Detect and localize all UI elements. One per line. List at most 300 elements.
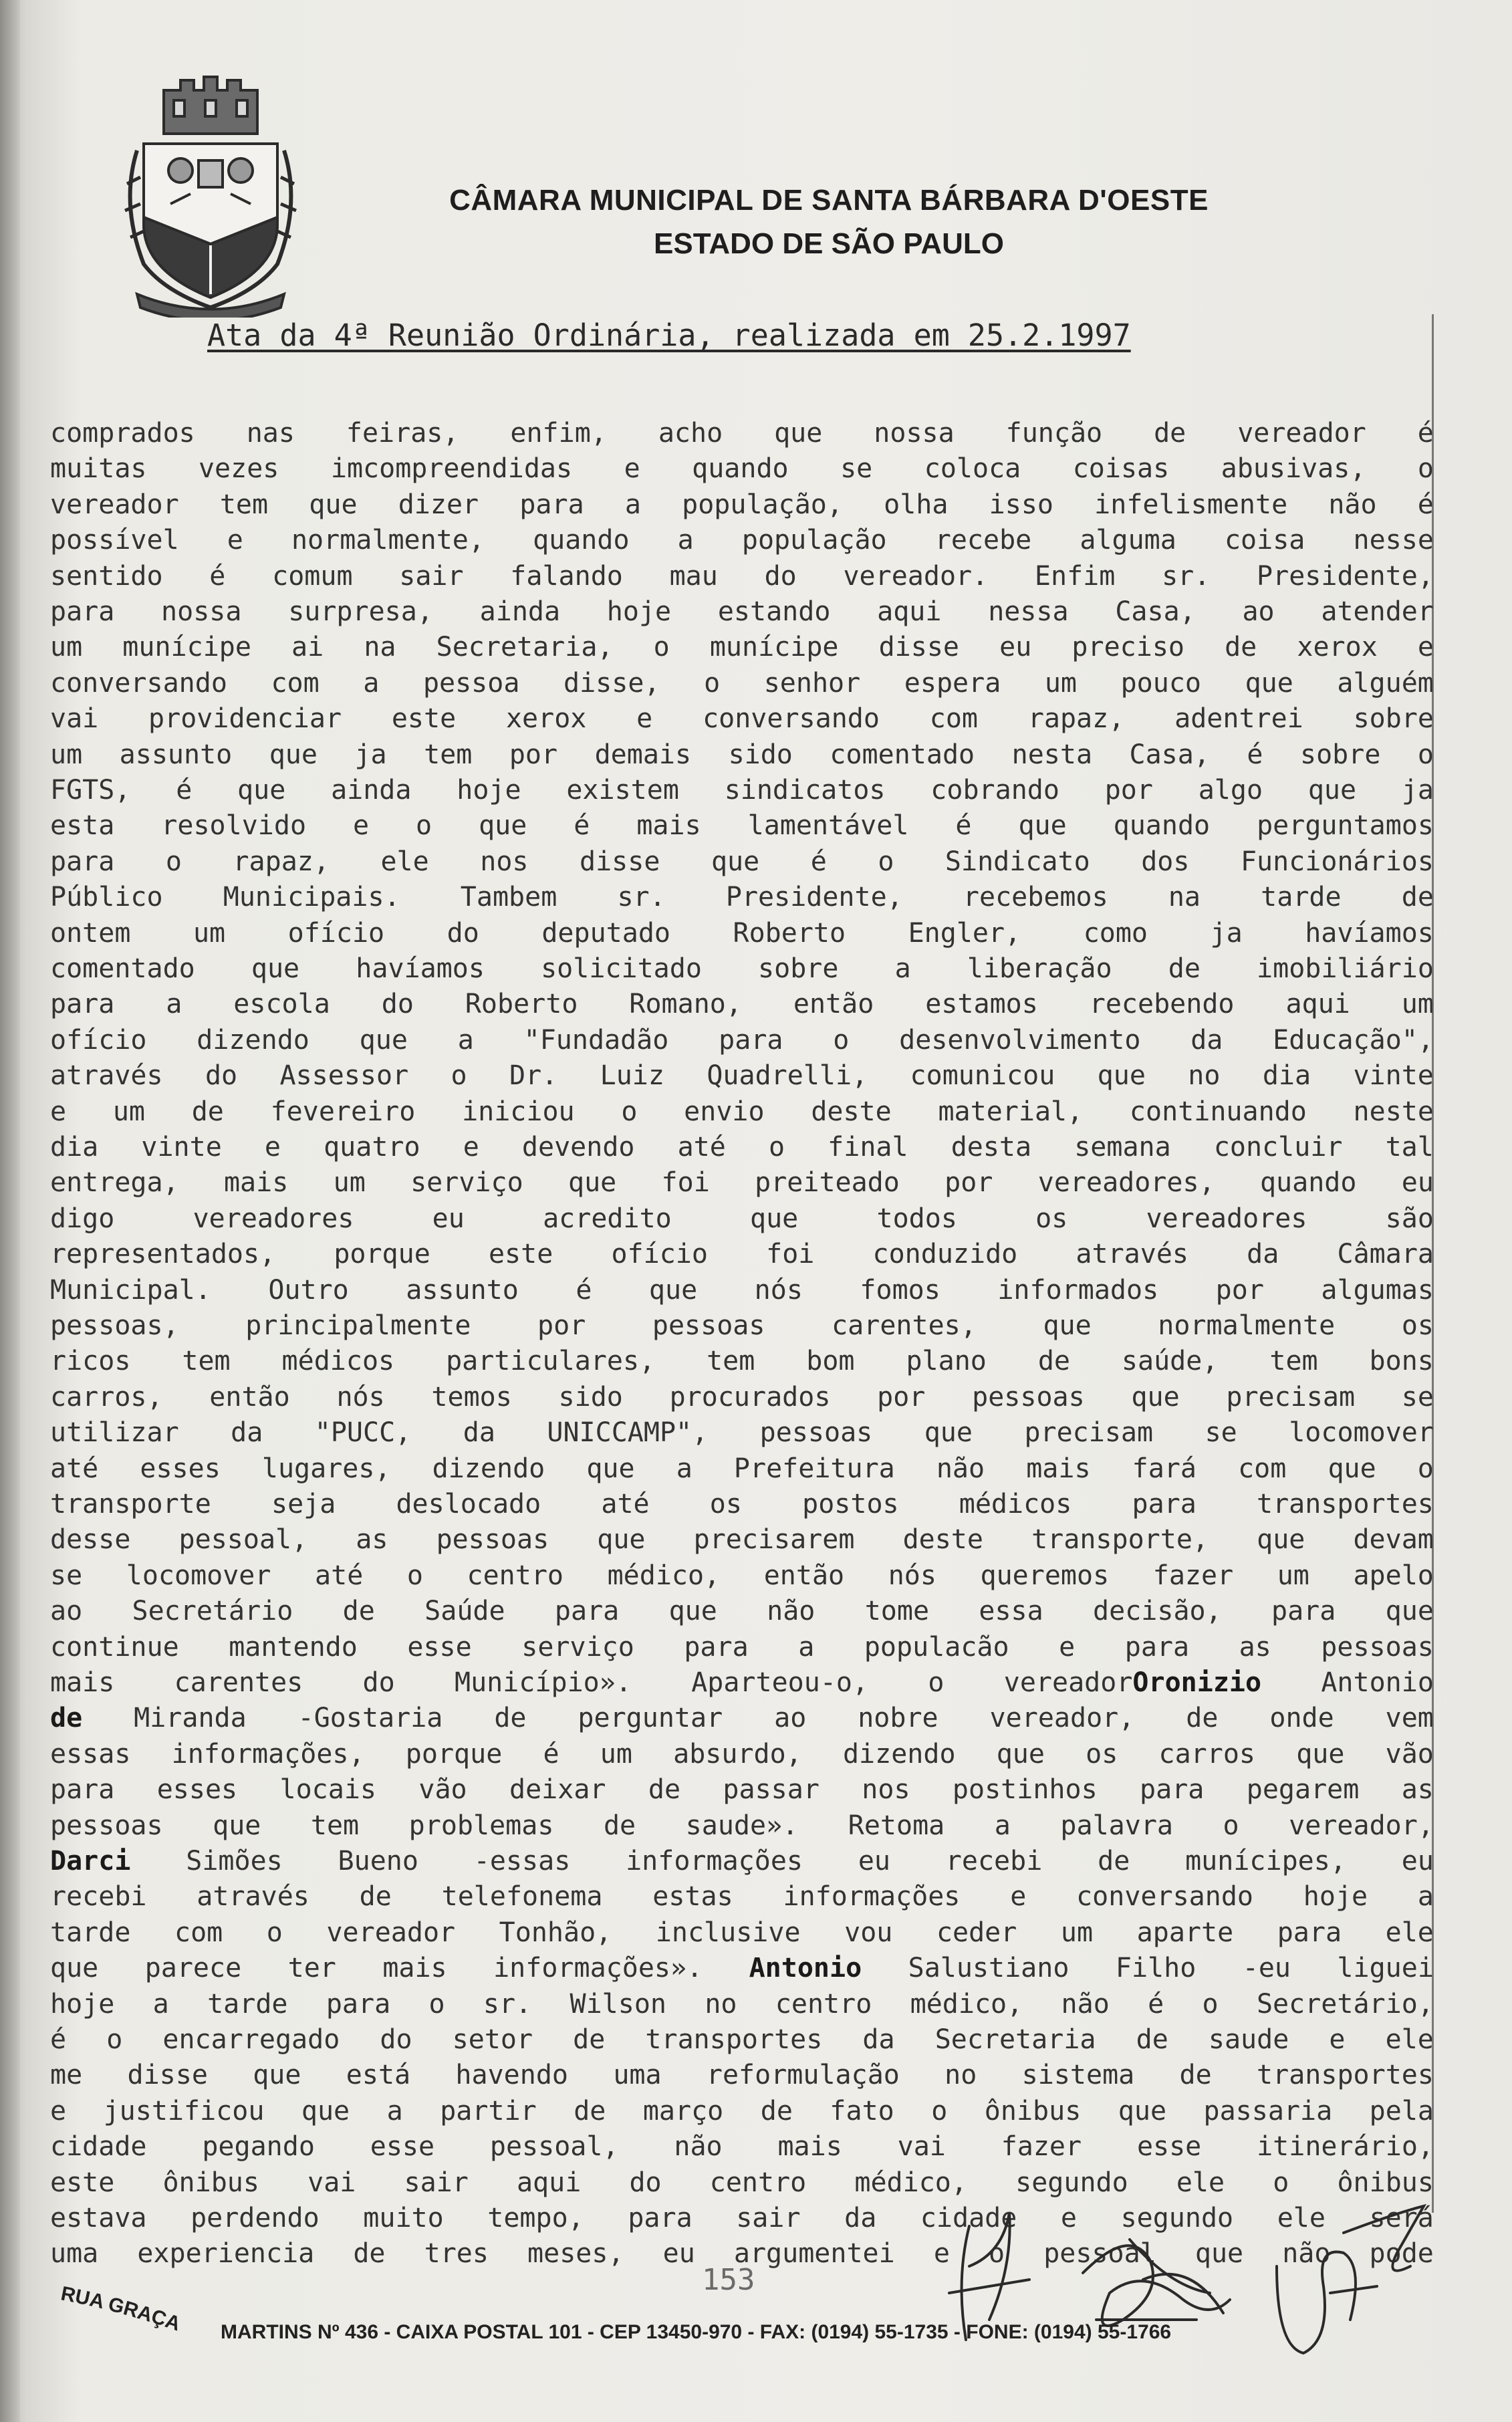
body-word: vão	[418, 1774, 467, 1806]
body-word: adentrei	[1174, 703, 1303, 735]
body-word: carros	[1158, 1738, 1256, 1770]
body-word: para	[1124, 1631, 1190, 1663]
body-line	[50, 1771, 1434, 1808]
body-word: e	[1417, 632, 1434, 663]
body-word: reformulação	[706, 2060, 900, 2091]
body-word: que	[1118, 2095, 1167, 2127]
body-word: de	[50, 1703, 83, 1734]
body-line	[50, 2128, 1434, 2165]
body-word: transportes	[1256, 1489, 1434, 1520]
body-word: estando	[717, 596, 831, 627]
body-line	[50, 1021, 1434, 1059]
body-word: Enfim	[1034, 560, 1116, 592]
body-line	[50, 1164, 1434, 1201]
body-word: sair	[399, 560, 464, 592]
body-word: a	[894, 953, 911, 984]
body-word: centro	[467, 1560, 564, 1591]
body-word: pessoas	[436, 1524, 549, 1556]
body-word: fevereiro	[270, 1096, 416, 1127]
body-word: ceder	[936, 1917, 1017, 1948]
body-line	[50, 1842, 1434, 1880]
body-word: eu	[999, 632, 1032, 663]
body-word: então	[793, 989, 874, 1020]
body-line	[50, 1271, 1434, 1309]
body-word: essa	[979, 1596, 1043, 1627]
body-word: um	[600, 1738, 632, 1770]
body-word: médicos	[281, 1346, 395, 1377]
body-word: providenciar	[148, 703, 342, 735]
body-word: ele	[1277, 2203, 1326, 2233]
body-word: pegarem	[1246, 1774, 1360, 1806]
body-word: sr.	[483, 1988, 532, 2020]
body-word: o	[1417, 453, 1434, 485]
body-line	[50, 1093, 1434, 1130]
body-word: vem	[1385, 1703, 1434, 1734]
body-word: eu	[662, 2238, 695, 2270]
body-line	[50, 521, 1434, 559]
municipal-coat-of-arms-icon	[117, 70, 304, 318]
body-word: o	[451, 1060, 467, 1092]
body-line	[50, 2056, 1434, 2094]
body-word: mais	[777, 2131, 842, 2163]
body-word: a	[1417, 1881, 1434, 1913]
body-word: abusivas,	[1221, 453, 1366, 485]
body-word: aqui	[1285, 989, 1350, 1020]
body-line	[50, 843, 1434, 880]
body-word: um	[193, 917, 226, 949]
body-word: esse	[407, 1631, 472, 1663]
body-word: é	[574, 810, 590, 842]
body-word: função	[1005, 418, 1103, 449]
body-word: senhor	[763, 667, 861, 699]
body-word: com	[1238, 1453, 1287, 1484]
body-word: pessoal	[1043, 2238, 1156, 2270]
body-word: dizendo	[197, 1024, 309, 1056]
body-word: é	[1148, 1988, 1164, 2020]
body-line	[50, 1342, 1434, 1380]
body-word: ter	[287, 1953, 336, 1984]
body-word: xerox	[1297, 632, 1378, 663]
body-word: sistema	[1021, 2060, 1135, 2091]
body-word: tempo,	[487, 2203, 584, 2233]
body-word: médico,	[854, 2167, 967, 2198]
body-word: os	[709, 1489, 742, 1520]
body-word: recebe	[934, 525, 1032, 556]
body-word: assunto	[119, 739, 233, 770]
body-word: na	[364, 632, 396, 663]
body-word: -Gostaria	[297, 1703, 443, 1734]
body-word: o	[768, 1132, 785, 1163]
body-word: do	[205, 1060, 238, 1092]
body-word: eu	[1401, 1846, 1434, 1876]
body-word: sentido	[50, 560, 163, 592]
body-word: comentado	[830, 739, 975, 770]
body-word: UNICCAMP",	[547, 1417, 709, 1449]
body-word: pessoas	[50, 1810, 163, 1841]
body-word: coloca	[924, 453, 1021, 485]
body-word: ofício	[50, 1024, 147, 1056]
body-word: que	[1018, 810, 1067, 842]
body-word: fomos	[860, 1274, 940, 1306]
body-word: vou	[844, 1917, 893, 1948]
body-line	[50, 1414, 1434, 1451]
body-word: lugares,	[261, 1453, 391, 1484]
body-word: na	[1168, 882, 1201, 913]
body-word: este	[391, 703, 457, 735]
body-word: perdendo	[191, 2203, 320, 2233]
body-line	[50, 1450, 1434, 1487]
body-word: pessoas,	[50, 1310, 179, 1341]
body-word: onde	[1269, 1703, 1334, 1734]
body-word: um	[1401, 989, 1434, 1020]
body-word: Sindicato	[944, 846, 1090, 877]
body-word: Quadrelli,	[707, 1060, 868, 1092]
body-word: até	[601, 1489, 650, 1520]
body-word: munícipe	[122, 632, 251, 663]
body-word: nós	[336, 1381, 385, 1413]
body-word: postinhos	[952, 1774, 1098, 1806]
body-word: comunicou	[910, 1060, 1055, 1092]
body-word: por	[1104, 775, 1153, 806]
body-word: que	[479, 810, 527, 842]
body-word: a	[677, 525, 694, 556]
body-word: se	[1401, 1381, 1434, 1413]
body-word: deslocado	[396, 1489, 541, 1520]
body-word: itinerário,	[1257, 2131, 1434, 2163]
body-word: um	[1044, 667, 1078, 699]
body-word: recebendo	[1089, 989, 1235, 1020]
body-word: vereador	[50, 489, 179, 520]
body-word: é	[576, 1274, 592, 1306]
body-word: quando	[1259, 1167, 1357, 1199]
body-word: de	[494, 1703, 527, 1734]
body-word: assunto	[406, 1274, 519, 1306]
body-word: o	[1417, 739, 1434, 770]
body-word: eu	[1401, 1167, 1434, 1199]
body-word: deste	[811, 1096, 892, 1127]
body-word: de	[1098, 1846, 1130, 1876]
page-binding-edge	[0, 0, 20, 2422]
body-word: a	[624, 489, 641, 520]
body-word: de	[574, 2095, 606, 2127]
body-word: e	[227, 525, 243, 556]
body-word: recebi	[945, 1846, 1043, 1876]
body-word: os	[1086, 1738, 1118, 1770]
body-word: esses	[140, 1453, 221, 1484]
body-word: utilizar	[50, 1417, 179, 1449]
body-word: população,	[682, 489, 843, 520]
body-word: carros,	[50, 1381, 163, 1413]
body-line	[50, 1878, 1434, 1915]
body-word: da	[862, 2024, 895, 2055]
body-line	[50, 1521, 1434, 1558]
body-word: recebemos	[963, 882, 1108, 913]
body-word: concluir	[1213, 1132, 1343, 1163]
body-word: nobre	[858, 1703, 938, 1734]
body-line	[50, 414, 1434, 452]
body-word: é	[50, 2024, 67, 2055]
body-word: nos	[480, 846, 529, 877]
body-word: Secretário	[132, 1596, 293, 1627]
body-line	[50, 2092, 1434, 2130]
body-word: populacão	[864, 1631, 1009, 1663]
body-word: conversando	[50, 667, 227, 699]
body-word: é	[543, 1738, 559, 1770]
body-word: este	[50, 2167, 115, 2198]
body-word: locais	[279, 1774, 376, 1806]
body-word: e	[1329, 2024, 1346, 2055]
body-word: ainda	[479, 596, 561, 627]
body-word: esse	[1136, 2131, 1202, 2163]
body-word: nesta	[1011, 739, 1093, 770]
body-word: que	[50, 1953, 99, 1984]
body-word: os	[1035, 1203, 1068, 1234]
body-word: sr.	[1162, 560, 1211, 592]
body-word: população	[741, 525, 887, 556]
body-word: todos	[876, 1203, 957, 1234]
body-word: o	[878, 846, 894, 877]
body-word: ofício	[611, 1239, 708, 1270]
body-word: saúde,	[1121, 1346, 1219, 1377]
body-word: o	[653, 632, 670, 663]
body-word: palavra	[1060, 1810, 1173, 1841]
body-word: são	[1385, 1203, 1434, 1234]
body-word: havíamos	[356, 953, 485, 984]
body-word: tem	[1269, 1346, 1318, 1377]
body-word: o	[1273, 2167, 1289, 2198]
body-word: da	[844, 2203, 877, 2233]
body-word: disse,	[563, 667, 660, 699]
body-word: vinte	[141, 1132, 222, 1163]
body-word: para	[50, 1774, 115, 1806]
body-word: até	[50, 1453, 99, 1484]
body-word: aqui	[877, 596, 942, 627]
body-word: através	[197, 1881, 309, 1913]
body-word: informações».	[493, 1953, 703, 1984]
body-word: por	[537, 1310, 586, 1341]
footer-street: RUA GRAÇA	[59, 2282, 183, 2336]
body-word: que	[269, 739, 318, 770]
body-word: perguntar	[578, 1703, 723, 1734]
body-word: demais	[594, 739, 692, 770]
body-word: está	[346, 2060, 411, 2091]
body-word: comum	[272, 560, 353, 592]
body-word: o	[165, 846, 182, 877]
body-word: esta	[50, 810, 115, 842]
body-word: sair	[736, 2203, 801, 2233]
body-word: sobre	[1300, 739, 1381, 770]
body-line	[50, 700, 1434, 737]
body-word: e	[463, 1132, 479, 1163]
body-word: me	[50, 2060, 83, 2091]
body-word: que	[996, 1738, 1045, 1770]
body-word: ofício	[287, 917, 385, 949]
body-word: no	[705, 1988, 737, 2020]
body-line	[50, 1200, 1434, 1237]
body-word: Presidente,	[1257, 560, 1434, 592]
body-word: para	[719, 1024, 783, 1056]
body-word: nas	[246, 418, 295, 449]
body-word: tem	[707, 1346, 755, 1377]
body-word: queremos	[980, 1560, 1110, 1591]
body-word: é	[209, 560, 226, 592]
body-word: centro	[775, 1988, 872, 2020]
body-word: Municipais.	[223, 882, 400, 913]
body-word: conversando	[1076, 1881, 1253, 1913]
body-word: é	[1247, 739, 1263, 770]
body-word: que	[251, 953, 300, 984]
body-word: as	[356, 1524, 388, 1556]
body-word: Filho	[1115, 1953, 1196, 1984]
body-word: que	[1257, 1524, 1305, 1556]
body-word: e	[1060, 2203, 1077, 2233]
body-word: disse	[580, 846, 660, 877]
body-word: foi	[766, 1239, 815, 1270]
body-word: acredito	[543, 1203, 672, 1234]
body-line	[50, 664, 1434, 702]
body-word: saude».	[685, 1810, 799, 1841]
body-word: Casa,	[1115, 596, 1196, 627]
body-word: a	[152, 1988, 169, 2020]
body-word: pessoas	[1321, 1631, 1434, 1663]
body-word: postos	[802, 1489, 899, 1520]
body-word: mais	[223, 1167, 289, 1199]
body-word: vai	[307, 2167, 356, 2198]
body-word: Roberto	[465, 989, 578, 1020]
body-word: que	[253, 2060, 301, 2091]
body-word: que	[668, 1596, 717, 1627]
body-word: o	[416, 810, 432, 842]
body-line	[50, 950, 1434, 987]
body-word: no	[1188, 1060, 1221, 1092]
body-word: não	[674, 2131, 723, 2163]
body-word: que	[1043, 1310, 1092, 1341]
body-word: cidade	[50, 2131, 147, 2163]
body-word: para	[50, 846, 115, 877]
body-word: nos	[862, 1774, 910, 1806]
body-word: vinte	[1353, 1060, 1434, 1092]
body-word: Bueno	[338, 1846, 418, 1876]
body-word: perguntamos	[1257, 810, 1434, 842]
body-line	[50, 558, 1434, 595]
body-word: fato	[830, 2095, 894, 2127]
body-word: ao	[1242, 596, 1275, 627]
body-word: nessa	[988, 596, 1069, 627]
body-line	[50, 450, 1434, 487]
body-word: muito	[363, 2203, 444, 2233]
body-word: particulares,	[446, 1346, 656, 1377]
body-word: da	[231, 1417, 263, 1449]
body-word: eu	[432, 1203, 465, 1234]
body-word: justificou	[103, 2095, 265, 2127]
body-word: vereador	[1237, 418, 1366, 449]
body-word: o	[428, 1988, 445, 2020]
body-word: disse	[878, 632, 960, 663]
body-word: para	[1132, 1489, 1196, 1520]
body-word: para	[519, 489, 584, 520]
body-word: para	[684, 1631, 749, 1663]
body-word: plano	[906, 1346, 987, 1377]
body-word: o	[1202, 1988, 1219, 2020]
body-word: final	[828, 1132, 908, 1163]
body-word: recebi	[50, 1881, 147, 1913]
body-word: Presidente,	[725, 882, 903, 913]
body-word: ele	[380, 846, 429, 877]
body-word: comprados	[50, 418, 195, 449]
body-word: desse	[50, 1524, 131, 1556]
body-word: precisam	[1024, 1417, 1154, 1449]
body-word: do	[381, 989, 414, 1020]
body-word: iniciou	[462, 1096, 575, 1127]
body-word: ao	[774, 1703, 807, 1734]
body-word: havendo	[455, 2060, 568, 2091]
body-word: eu	[858, 1846, 890, 1876]
body-word: Secretaria,	[436, 632, 614, 663]
body-word: FGTS,	[50, 775, 131, 806]
body-word: Tonhão,	[499, 1917, 612, 1948]
body-word: tem	[310, 1810, 360, 1841]
body-word: da	[1247, 1239, 1279, 1270]
body-word: comentado	[50, 953, 195, 984]
body-word: do	[362, 1667, 395, 1698]
body-word: tarde	[1261, 882, 1342, 913]
body-word: se	[1205, 1417, 1237, 1449]
body-word: o	[1223, 1810, 1239, 1841]
body-word: ai	[291, 632, 324, 663]
body-word: as	[1401, 1774, 1434, 1806]
body-word: pessoa	[422, 667, 520, 699]
body-word: tarde	[50, 1917, 131, 1948]
body-word: partir	[440, 2095, 537, 2127]
body-word: e	[624, 453, 640, 485]
body-word: o	[833, 1024, 850, 1056]
body-word: sobre	[1353, 703, 1434, 735]
body-word: Romano,	[629, 989, 742, 1020]
body-word: "Fundadão	[523, 1024, 669, 1056]
body-word: o	[928, 1667, 944, 1698]
body-word: pode	[1369, 2238, 1434, 2270]
body-word: fará	[1132, 1453, 1196, 1484]
body-word: um	[1060, 1917, 1094, 1948]
body-word: tem	[424, 739, 473, 770]
body-word: bons	[1369, 1346, 1434, 1377]
body-word: vai	[897, 2131, 946, 2163]
body-line	[50, 1485, 1434, 1523]
body-word: quando	[533, 525, 630, 556]
body-word: mais	[50, 1667, 115, 1698]
body-word: até	[315, 1560, 364, 1591]
body-word: surpresa,	[288, 596, 433, 627]
body-word: médico,	[607, 1560, 721, 1591]
body-word: que	[1097, 1060, 1146, 1092]
body-line	[50, 1378, 1434, 1416]
body-word: informações,	[171, 1738, 365, 1770]
body-word: fazer	[1001, 2131, 1082, 2163]
body-word: apelo	[1353, 1560, 1434, 1591]
body-word: liguei	[1337, 1953, 1434, 1984]
body-word: experiencia	[137, 2238, 315, 2270]
body-word: esses	[156, 1774, 238, 1806]
body-word: e	[1059, 1631, 1076, 1663]
body-word: continue	[50, 1631, 179, 1663]
body-word: vereadorOronizio	[1003, 1667, 1262, 1698]
body-word: médicos	[959, 1489, 1072, 1520]
svg-text:RUA GRAÇA	[59, 2282, 183, 2335]
body-word: normalmente,	[291, 525, 485, 556]
body-word: que	[1385, 1596, 1434, 1627]
body-word: ao	[50, 1596, 83, 1627]
body-word: Câmara	[1337, 1239, 1434, 1270]
